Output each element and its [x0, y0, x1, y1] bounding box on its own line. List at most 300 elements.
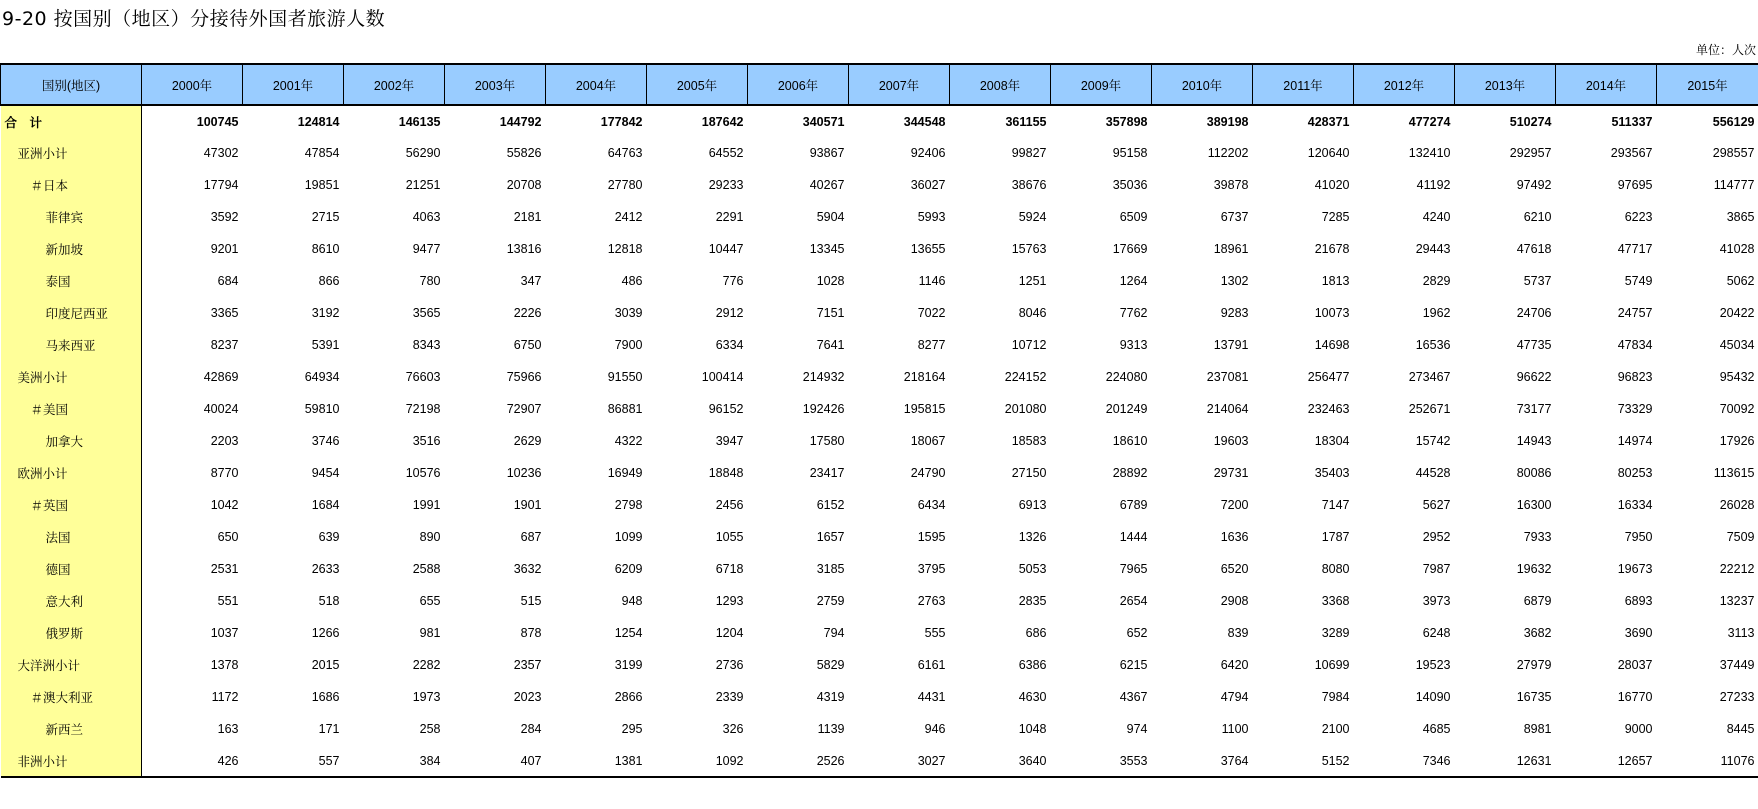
table-cell: 428371	[1307, 114, 1350, 129]
table-cell: 7933	[1523, 530, 1552, 544]
table-cell: 3289	[1321, 626, 1350, 640]
table-cell: 73177	[1516, 402, 1552, 416]
table-cell: 3795	[917, 562, 946, 576]
table-cell: 1787	[1321, 530, 1350, 544]
table-cell: 384	[344, 745, 445, 777]
table-cell: 1146	[918, 274, 946, 288]
table-row	[1, 201, 1758, 233]
table-cell: 4794	[1220, 690, 1249, 704]
table-cell: 10699	[1314, 658, 1350, 672]
table-cell: 20422	[1719, 306, 1755, 320]
table-cell: 7987	[1422, 562, 1451, 576]
table-cell: 347	[520, 274, 542, 288]
row-label: 意大利	[1, 585, 142, 617]
table-row	[1, 105, 1758, 137]
table-cell: 22212	[1719, 562, 1755, 576]
table-row	[1, 521, 1758, 553]
table-cell: 1657	[816, 530, 845, 544]
table-cell: 555	[924, 626, 946, 640]
table-row	[1, 393, 1758, 425]
table-cell: 6789	[1119, 498, 1148, 512]
table-cell: 2759	[816, 594, 845, 608]
table-cell: 15763	[1011, 242, 1047, 256]
row-label: ＃澳大利亚	[1, 681, 142, 713]
row-label: 欧洲小计	[1, 457, 142, 489]
row-label: ＃英国	[1, 489, 142, 521]
table-cell: 18961	[1213, 242, 1249, 256]
header-year: 2015年	[1657, 64, 1758, 105]
table-cell: 24790	[910, 466, 946, 480]
table-cell: 16735	[1516, 690, 1552, 704]
table-cell: 518	[318, 594, 340, 608]
table-cell: 36027	[910, 178, 946, 192]
row-label: 大洋洲小计	[1, 649, 142, 681]
table-cell: 17794	[142, 169, 243, 201]
table-cell: 23417	[809, 466, 845, 480]
table-cell: 1991	[412, 498, 441, 512]
table-cell: 64552	[708, 146, 744, 160]
table-cell: 27780	[607, 178, 643, 192]
table-cell: 19632	[1516, 562, 1552, 576]
table-cell: 114777	[1713, 178, 1755, 192]
table-cell: 3592	[142, 201, 243, 233]
table-cell: 511337	[1611, 114, 1653, 129]
header-year: 2014年	[1556, 64, 1657, 105]
table-row	[1, 265, 1758, 297]
table-cell: 5749	[1624, 274, 1653, 288]
table-cell: 780	[419, 274, 441, 288]
row-label: 法国	[1, 521, 142, 553]
table-cell: 27979	[1516, 658, 1552, 672]
table-cell: 144792	[499, 114, 542, 129]
table-cell: 16536	[1415, 338, 1451, 352]
table-cell: 86881	[607, 402, 643, 416]
table-row	[1, 681, 1758, 713]
table-cell: 112202	[1207, 146, 1249, 160]
table-cell: 13345	[809, 242, 845, 256]
table-cell: 12657	[1556, 745, 1657, 777]
table-cell: 890	[419, 530, 441, 544]
table-cell: 515	[520, 594, 542, 608]
table-cell: 95158	[1112, 146, 1148, 160]
table-cell: 866	[318, 274, 340, 288]
table-cell: 7151	[816, 306, 845, 320]
table-cell: 292957	[1509, 146, 1552, 160]
table-cell: 44528	[1415, 466, 1451, 480]
table-cell: 120640	[1307, 146, 1350, 160]
table-cell: 224152	[1004, 370, 1047, 384]
table-cell: 8445	[1726, 722, 1755, 736]
table-cell: 1204	[715, 626, 744, 640]
table-cell: 652	[1126, 626, 1148, 640]
table-cell: 27150	[1011, 466, 1047, 480]
table-cell: 8046	[1018, 306, 1047, 320]
row-label: 菲律宾	[1, 201, 142, 233]
table-cell: 91550	[607, 370, 643, 384]
table-cell: 7509	[1726, 530, 1755, 544]
table-cell: 28892	[1112, 466, 1148, 480]
table-cell: 6718	[715, 562, 744, 576]
table-row	[1, 297, 1758, 329]
table-cell: 6879	[1523, 594, 1552, 608]
table-cell: 5904	[816, 210, 845, 224]
table-cell: 295	[621, 722, 643, 736]
table-cell: 776	[722, 274, 744, 288]
table-cell: 2912	[715, 306, 744, 320]
row-label: ＃美国	[1, 393, 142, 425]
table-cell: 10447	[708, 242, 744, 256]
table-cell: 6750	[513, 338, 542, 352]
table-row	[1, 361, 1758, 393]
table-cell: 7762	[1119, 306, 1148, 320]
table-cell: 2015	[311, 658, 340, 672]
table-cell: 4240	[1422, 210, 1451, 224]
table-cell: 17580	[809, 434, 845, 448]
table-cell: 4367	[1119, 690, 1148, 704]
table-cell: 3113	[1727, 626, 1755, 640]
header-year: 2000年	[142, 64, 243, 105]
row-label: ＃日本	[1, 169, 142, 201]
table-cell: 2654	[1119, 594, 1148, 608]
table-cell: 7147	[1321, 498, 1350, 512]
row-label: 合 计	[1, 105, 142, 137]
unit-label: 单位：人次	[1695, 43, 1756, 57]
table-cell: 27233	[1719, 690, 1755, 704]
table-cell: 686	[1025, 626, 1047, 640]
table-cell: 1901	[513, 498, 542, 512]
table-cell: 2526	[748, 745, 849, 777]
table-cell: 2181	[513, 210, 542, 224]
table-cell: 124814	[297, 114, 340, 129]
table-cell: 11076	[1657, 745, 1758, 777]
table-cell: 13655	[910, 242, 946, 256]
table-cell: 4322	[614, 434, 643, 448]
table-cell: 64763	[607, 146, 643, 160]
table-cell: 13791	[1213, 338, 1249, 352]
table-cell: 6215	[1119, 658, 1148, 672]
table-cell: 2412	[614, 210, 643, 224]
table-cell: 1326	[1018, 530, 1047, 544]
header-year: 2010年	[1152, 64, 1253, 105]
table-cell: 8237	[142, 329, 243, 361]
table-cell: 2908	[1220, 594, 1249, 608]
table-cell: 14943	[1516, 434, 1552, 448]
table-cell: 146135	[398, 114, 441, 129]
table-cell: 256477	[1307, 370, 1350, 384]
table-header-row	[1, 64, 1758, 105]
table-cell: 29233	[708, 178, 744, 192]
table-cell: 73329	[1617, 402, 1653, 416]
table-cell: 132410	[1408, 146, 1451, 160]
table-cell: 16334	[1617, 498, 1653, 512]
row-label: 新西兰	[1, 713, 142, 745]
table-cell: 19523	[1415, 658, 1451, 672]
table-cell: 389198	[1206, 114, 1249, 129]
table-cell: 5391	[311, 338, 340, 352]
header-year: 2001年	[243, 64, 344, 105]
table-cell: 93867	[809, 146, 845, 160]
table-cell: 10073	[1314, 306, 1350, 320]
table-cell: 3640	[950, 745, 1051, 777]
table-cell: 214064	[1206, 402, 1249, 416]
table-cell: 6893	[1624, 594, 1653, 608]
table-cell: 5737	[1523, 274, 1552, 288]
table-cell: 14698	[1314, 338, 1350, 352]
table-cell: 55826	[506, 146, 542, 160]
table-cell: 1099	[614, 530, 643, 544]
table-cell: 4063	[412, 210, 441, 224]
table-cell: 252671	[1408, 402, 1451, 416]
table-cell: 7900	[614, 338, 643, 352]
table-cell: 13816	[506, 242, 542, 256]
table-cell: 1293	[715, 594, 744, 608]
table-row	[1, 425, 1758, 457]
header-year: 2009年	[1051, 64, 1152, 105]
table-cell: 6223	[1624, 210, 1653, 224]
table-cell: 340571	[802, 114, 845, 129]
table-cell: 10236	[506, 466, 542, 480]
row-label: 马来西亚	[1, 329, 142, 361]
row-label: 亚洲小计	[1, 137, 142, 169]
header-year: 2006年	[748, 64, 849, 105]
table-cell: 47302	[142, 137, 243, 169]
table-cell: 18610	[1112, 434, 1148, 448]
header-year: 2003年	[445, 64, 546, 105]
table-cell: 18583	[1011, 434, 1047, 448]
table-cell: 18067	[910, 434, 946, 448]
table-cell: 2763	[917, 594, 946, 608]
table-cell: 293567	[1610, 146, 1653, 160]
table-cell: 40267	[809, 178, 845, 192]
table-cell: 92406	[910, 146, 946, 160]
table-cell: 1037	[142, 617, 243, 649]
table-cell: 477274	[1408, 114, 1451, 129]
table-row	[1, 329, 1758, 361]
table-cell: 1100	[1221, 722, 1249, 736]
table-cell: 7641	[816, 338, 845, 352]
table-cell: 14974	[1617, 434, 1653, 448]
table-cell: 2633	[311, 562, 340, 576]
table-cell: 3039	[614, 306, 643, 320]
table-cell: 839	[1227, 626, 1249, 640]
table-cell: 426	[142, 745, 243, 777]
table-cell: 284	[520, 722, 542, 736]
table-cell: 8277	[917, 338, 946, 352]
table-cell: 3746	[311, 434, 340, 448]
table-cell: 273467	[1408, 370, 1451, 384]
table-cell: 56290	[405, 146, 441, 160]
table-cell: 557	[243, 745, 344, 777]
table-cell: 1139	[817, 722, 845, 736]
table-cell: 21678	[1314, 242, 1350, 256]
table-cell: 177842	[600, 114, 643, 129]
table-cell: 6434	[917, 498, 946, 512]
table-cell: 946	[924, 722, 946, 736]
table-cell: 95432	[1719, 370, 1755, 384]
header-country: 国别(地区)	[1, 64, 142, 105]
table-cell: 18304	[1314, 434, 1350, 448]
header-year: 2004年	[546, 64, 647, 105]
table-cell: 2736	[715, 658, 744, 672]
table-cell: 7285	[1321, 210, 1350, 224]
table-cell: 10576	[405, 466, 441, 480]
table-cell: 551	[142, 585, 243, 617]
table-cell: 232463	[1307, 402, 1350, 416]
table-cell: 2952	[1422, 530, 1451, 544]
table-cell: 639	[318, 530, 340, 544]
table-cell: 1254	[614, 626, 643, 640]
table-cell: 6420	[1220, 658, 1249, 672]
table-cell: 100745	[142, 105, 243, 137]
table-cell: 24757	[1617, 306, 1653, 320]
table-cell: 1042	[142, 489, 243, 521]
table-row	[1, 553, 1758, 585]
table-cell: 5152	[1253, 745, 1354, 777]
table-body	[1, 105, 1758, 777]
table-cell: 8770	[142, 457, 243, 489]
table-cell: 6334	[715, 338, 744, 352]
table-row	[1, 585, 1758, 617]
table-cell: 17669	[1112, 242, 1148, 256]
row-label: 泰国	[1, 265, 142, 297]
table-cell: 556129	[1712, 114, 1755, 129]
table-cell: 45034	[1719, 338, 1755, 352]
row-label: 俄罗斯	[1, 617, 142, 649]
table-cell: 7984	[1321, 690, 1350, 704]
table-cell: 80253	[1617, 466, 1653, 480]
table-cell: 29731	[1213, 466, 1249, 480]
table-cell: 1048	[1018, 722, 1047, 736]
table-cell: 357898	[1105, 114, 1148, 129]
table-cell: 7022	[917, 306, 946, 320]
table-cell: 224080	[1105, 370, 1148, 384]
table-cell: 5627	[1422, 498, 1451, 512]
table-cell: 99827	[1011, 146, 1047, 160]
table-cell: 24706	[1516, 306, 1552, 320]
table-row	[1, 233, 1758, 265]
table-cell: 1266	[311, 626, 340, 640]
table-cell: 8981	[1523, 722, 1552, 736]
table-cell: 40024	[142, 393, 243, 425]
table-cell: 15742	[1415, 434, 1451, 448]
table-cell: 2588	[412, 562, 441, 576]
table-cell: 218164	[903, 370, 946, 384]
table-cell: 2629	[513, 434, 542, 448]
table-cell: 12818	[607, 242, 643, 256]
table-cell: 20708	[506, 178, 542, 192]
table-row	[1, 137, 1758, 169]
table-cell: 407	[445, 745, 546, 777]
table-cell: 1813	[1321, 274, 1350, 288]
table-cell: 75966	[506, 370, 542, 384]
table-cell: 3764	[1152, 745, 1253, 777]
table-cell: 6520	[1220, 562, 1249, 576]
table-cell: 3199	[614, 658, 643, 672]
table-cell: 16300	[1516, 498, 1552, 512]
table-cell: 878	[520, 626, 542, 640]
row-label: 新加坡	[1, 233, 142, 265]
table-cell: 1092	[647, 745, 748, 777]
table-cell: 72198	[405, 402, 441, 416]
table-cell: 486	[621, 274, 643, 288]
table-cell: 974	[1126, 722, 1148, 736]
table-cell: 6152	[816, 498, 845, 512]
table-cell: 2282	[412, 658, 441, 672]
table-cell: 2357	[513, 658, 542, 672]
table-cell: 201249	[1105, 402, 1148, 416]
header-year: 2005年	[647, 64, 748, 105]
table-cell: 1264	[1119, 274, 1148, 288]
table-cell: 64934	[304, 370, 340, 384]
table-cell: 1055	[715, 530, 744, 544]
data-table	[0, 63, 1758, 778]
table-cell: 10712	[1011, 338, 1047, 352]
table-cell: 8610	[311, 242, 340, 256]
table-cell: 2226	[513, 306, 542, 320]
table-cell: 326	[722, 722, 744, 736]
table-cell: 28037	[1617, 658, 1653, 672]
table-cell: 6386	[1018, 658, 1047, 672]
table-cell: 981	[419, 626, 441, 640]
table-cell: 35403	[1314, 466, 1350, 480]
table-cell: 70092	[1719, 402, 1755, 416]
table-cell: 47618	[1516, 242, 1552, 256]
table-cell: 6509	[1119, 210, 1148, 224]
table-cell: 6210	[1523, 210, 1552, 224]
table-row	[1, 745, 1758, 777]
table-cell: 1973	[412, 690, 441, 704]
table-cell: 17926	[1719, 434, 1755, 448]
table-cell: 41028	[1719, 242, 1755, 256]
table-cell: 1381	[546, 745, 647, 777]
table-cell: 9283	[1220, 306, 1249, 320]
table-cell: 3516	[412, 434, 441, 448]
table-cell: 12631	[1455, 745, 1556, 777]
table-cell: 7965	[1119, 562, 1148, 576]
table-cell: 2203	[142, 425, 243, 457]
table-cell: 655	[419, 594, 441, 608]
table-cell: 38676	[1011, 178, 1047, 192]
table-cell: 3368	[1321, 594, 1350, 608]
table-cell: 650	[142, 521, 243, 553]
table-cell: 2339	[715, 690, 744, 704]
table-cell: 3690	[1624, 626, 1653, 640]
table-cell: 192426	[802, 402, 845, 416]
table-cell: 4630	[1018, 690, 1047, 704]
table-cell: 3682	[1523, 626, 1552, 640]
table-cell: 6248	[1422, 626, 1451, 640]
table-row	[1, 457, 1758, 489]
table-cell: 2291	[715, 210, 744, 224]
table-cell: 47834	[1617, 338, 1653, 352]
table-cell: 47735	[1516, 338, 1552, 352]
table-cell: 72907	[506, 402, 542, 416]
table-cell: 39878	[1213, 178, 1249, 192]
table-cell: 47854	[304, 146, 340, 160]
table-cell: 684	[142, 265, 243, 297]
table-cell: 4685	[1422, 722, 1451, 736]
table-cell: 1444	[1119, 530, 1148, 544]
table-cell: 9000	[1624, 722, 1653, 736]
header-year: 2011年	[1253, 64, 1354, 105]
table-cell: 42869	[142, 361, 243, 393]
table-cell: 6737	[1220, 210, 1249, 224]
table-cell: 97695	[1617, 178, 1653, 192]
table-cell: 37449	[1719, 658, 1755, 672]
table-cell: 2866	[614, 690, 643, 704]
table-cell: 6209	[614, 562, 643, 576]
table-cell: 687	[520, 530, 542, 544]
